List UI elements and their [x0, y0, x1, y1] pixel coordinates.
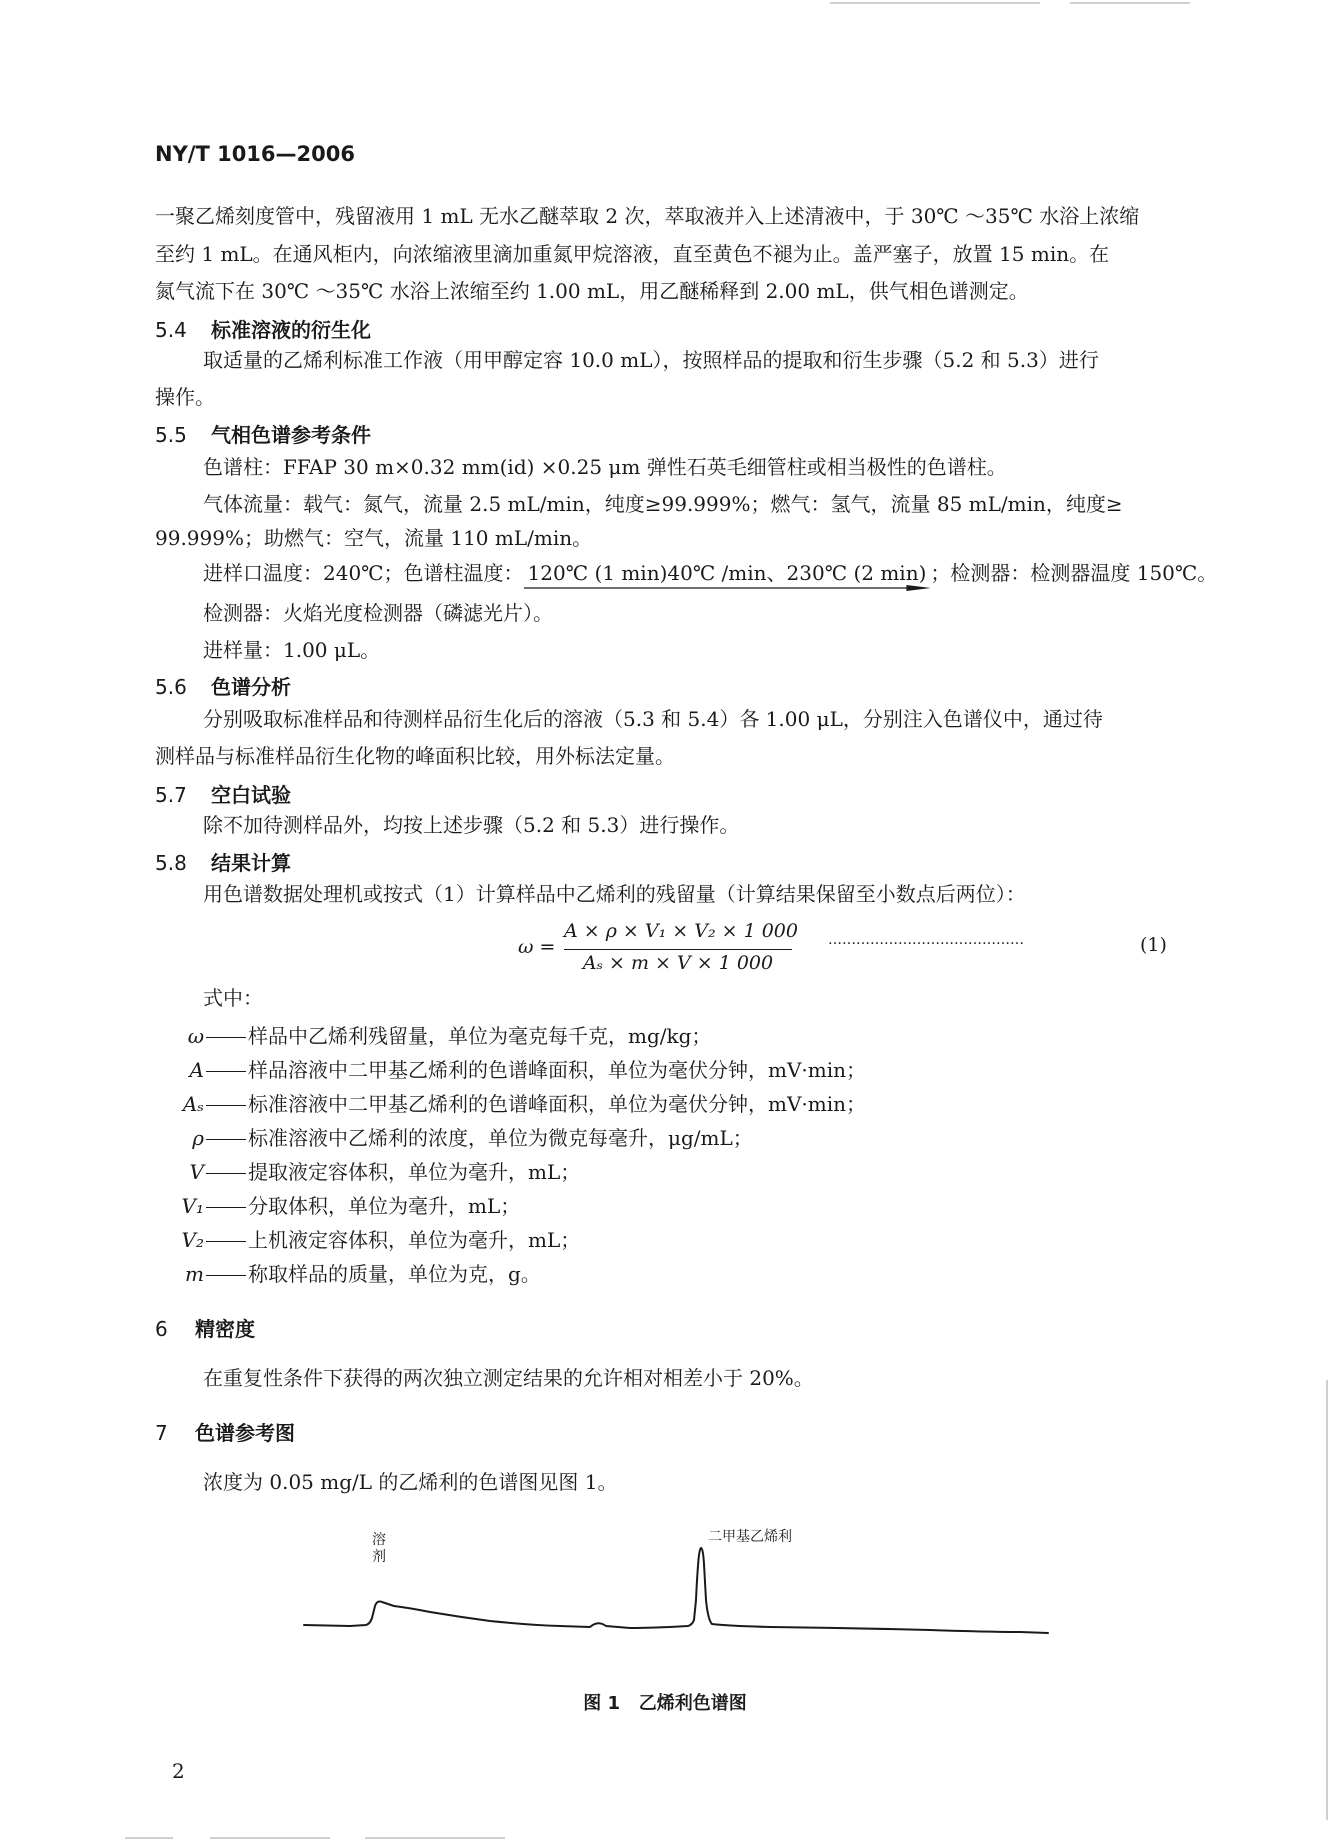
- section-number: 5.7: [155, 783, 187, 807]
- section-heading-5-4: [155, 314, 371, 343]
- em-dash: [206, 1173, 246, 1174]
- symbol-item: [118, 1156, 1018, 1190]
- em-dash: [206, 1275, 246, 1276]
- formula-leader: ……………………………………: [828, 932, 1024, 948]
- symbol-item: [118, 1054, 1018, 1088]
- symbol-desc: 样品中乙烯利残留量，单位为毫克每千克，mg/kg；: [248, 1024, 712, 1048]
- section-heading-5-6: [155, 671, 291, 700]
- em-dash: [206, 1037, 246, 1038]
- symbol-item: [118, 1190, 1018, 1224]
- inlet-temperature: 进样口温度：240℃；色谱柱温度：: [203, 561, 524, 585]
- section-heading-6: [155, 1313, 255, 1342]
- section-title: 结果计算: [211, 851, 291, 875]
- paragraph-line: 在重复性条件下获得的两次独立测定结果的允许相对相差小于 20%。: [203, 1366, 814, 1390]
- symbol-item: [118, 1224, 1018, 1258]
- paragraph-line: 测样品与标准样品衍生化物的峰面积比较，用外标法定量。: [155, 744, 675, 768]
- section-title: 气相色谱参考条件: [211, 423, 371, 447]
- section-number: 6: [155, 1317, 168, 1341]
- symbol: V: [189, 1160, 204, 1184]
- paragraph-line: 除不加待测样品外，均按上述步骤（5.2 和 5.3）进行操作。: [203, 813, 740, 837]
- scan-edge-line: [1326, 1380, 1328, 1820]
- symbol-list: [118, 1020, 1018, 1292]
- section-title: 色谱分析: [211, 675, 291, 699]
- formula-numerator: A × ρ × V₁ × V₂ × 1 000: [564, 920, 798, 942]
- section-title: 色谱参考图: [195, 1421, 295, 1445]
- column-spec: 色谱柱：FFAP 30 m×0.32 mm(id) ×0.25 μm 弹性石英毛细管柱或相当极性的色谱柱。: [203, 455, 1007, 479]
- symbol-desc: 样品溶液中二甲基乙烯利的色谱峰面积，单位为毫伏分钟，mV·min；: [248, 1058, 867, 1082]
- em-dash: [206, 1071, 246, 1072]
- symbol: V₁: [181, 1194, 204, 1218]
- symbol-item: [118, 1122, 1018, 1156]
- paragraph-line: 分别吸取标准样品和待测样品衍生化后的溶液（5.3 和 5.4）各 1.00 μL，分别注入色谱仪中，通过待: [203, 707, 1103, 731]
- paragraph-line: 至约 1 mL。在通风柜内，向浓缩液里滴加重氮甲烷溶液，直至黄色不褪为止。盖严塞子，放置 15 min。在: [155, 242, 1110, 266]
- solvent-label-char: 剂: [372, 1549, 386, 1565]
- symbol-desc: 提取液定容体积，单位为毫升，mL；: [248, 1160, 581, 1184]
- paragraph-line: 氮气流下在 30℃ ～35℃ 水浴上浓缩至约 1.00 mL，用乙醚稀释到 2.00 mL，供气相色谱测定。: [155, 279, 1029, 303]
- section-heading-5-7: [155, 779, 291, 808]
- scan-edge-line: [365, 1837, 505, 1839]
- paragraph-line: 取适量的乙烯利标准工作液（用甲醇定容 10.0 mL），按照样品的提取和衍生步骤（5.2 和 5.3）进行: [203, 348, 1099, 372]
- section-heading-5-5: [155, 419, 371, 448]
- peak-label: 二甲基乙烯利: [708, 1529, 792, 1545]
- fraction-bar: [564, 949, 792, 950]
- paragraph-line: 一聚乙烯刻度管中，残留液用 1 mL 无水乙醚萃取 2 次，萃取液并入上述清液中，于 30℃ ～35℃ 水浴上浓缩: [155, 204, 1140, 228]
- detector-line: 检测器：火焰光度检测器（磷滤光片）。: [203, 601, 553, 625]
- symbol-item: [118, 1020, 1018, 1054]
- symbol-item: [118, 1258, 1018, 1292]
- em-dash: [206, 1241, 246, 1242]
- section-title: 精密度: [195, 1317, 255, 1341]
- figure-caption: 图 1 乙烯利色谱图: [583, 1693, 747, 1714]
- injection-line: 进样量：1.00 μL。: [203, 638, 381, 662]
- program-arrow-icon: [524, 583, 931, 593]
- page-number: 2: [172, 1759, 185, 1783]
- document-code: NY/T 1016—2006: [155, 142, 355, 166]
- em-dash: [206, 1105, 246, 1106]
- section-heading-7: [155, 1417, 295, 1446]
- scan-edge-line: [830, 2, 1040, 4]
- scan-edge-line: [210, 1837, 330, 1839]
- temperature-program-text: 120℃ (1 min)40℃ /min、230℃ (2 min): [527, 561, 927, 585]
- em-dash: [206, 1207, 246, 1208]
- symbol: m: [185, 1262, 204, 1286]
- symbol: Aₛ: [182, 1092, 204, 1116]
- paragraph-line: 浓度为 0.05 mg/L 的乙烯利的色谱图见图 1。: [203, 1470, 618, 1494]
- em-dash: [206, 1139, 246, 1140]
- symbol-desc: 分取体积，单位为毫升，mL；: [248, 1194, 521, 1218]
- symbol: V₂: [181, 1228, 204, 1252]
- detector-temperature: ；检测器：检测器温度 150℃。: [930, 561, 1218, 585]
- section-heading-5-8: [155, 847, 291, 876]
- section-number: 5.8: [155, 851, 187, 875]
- solvent-label-char: 溶: [372, 1532, 386, 1548]
- formula-number: (1): [1140, 934, 1167, 956]
- symbol-item: [118, 1088, 1018, 1122]
- scan-edge-line: [125, 1837, 173, 1839]
- section-number: 5.6: [155, 675, 187, 699]
- paragraph-line: 操作。: [155, 385, 215, 409]
- symbol-desc: 上机液定容体积，单位为毫升，mL；: [248, 1228, 581, 1252]
- gas-flow-line: 气体流量：载气：氮气，流量 2.5 mL/min，纯度≥99.999%；燃气：氢气，流量 85 mL/min，纯度≥: [203, 492, 1123, 516]
- chromatogram-trace: [290, 1520, 1050, 1680]
- section-title: 标准溶液的衍生化: [211, 318, 371, 342]
- symbol-desc: 称取样品的质量，单位为克，g。: [248, 1262, 541, 1286]
- temperature-program: [524, 557, 931, 589]
- section-title: 空白试验: [211, 783, 291, 807]
- symbol-desc: 标准溶液中乙烯利的浓度，单位为微克每毫升，μg/mL；: [248, 1126, 753, 1150]
- temperature-line: [203, 557, 1217, 589]
- section-number: 5.4: [155, 318, 187, 342]
- symbol: A: [189, 1058, 204, 1082]
- formula-denominator: Aₛ × m × V × 1 000: [582, 952, 774, 974]
- symbol: ρ: [192, 1126, 204, 1150]
- gas-flow-line: 99.999%；助燃气：空气，流量 110 mL/min。: [155, 526, 593, 550]
- paragraph-line: 用色谱数据处理机或按式（1）计算样品中乙烯利的残留量（计算结果保留至小数点后两位）：: [203, 882, 1026, 906]
- formula-lhs: ω =: [518, 936, 556, 958]
- symbol: ω: [187, 1024, 204, 1048]
- section-number: 5.5: [155, 423, 187, 447]
- chromatogram-figure: [290, 1520, 1050, 1680]
- symbol-desc: 标准溶液中二甲基乙烯利的色谱峰面积，单位为毫伏分钟，mV·min；: [248, 1092, 867, 1116]
- section-number: 7: [155, 1421, 168, 1445]
- where-intro: 式中：: [203, 986, 263, 1010]
- scan-edge-line: [1070, 2, 1190, 4]
- formula-1: [518, 918, 1167, 978]
